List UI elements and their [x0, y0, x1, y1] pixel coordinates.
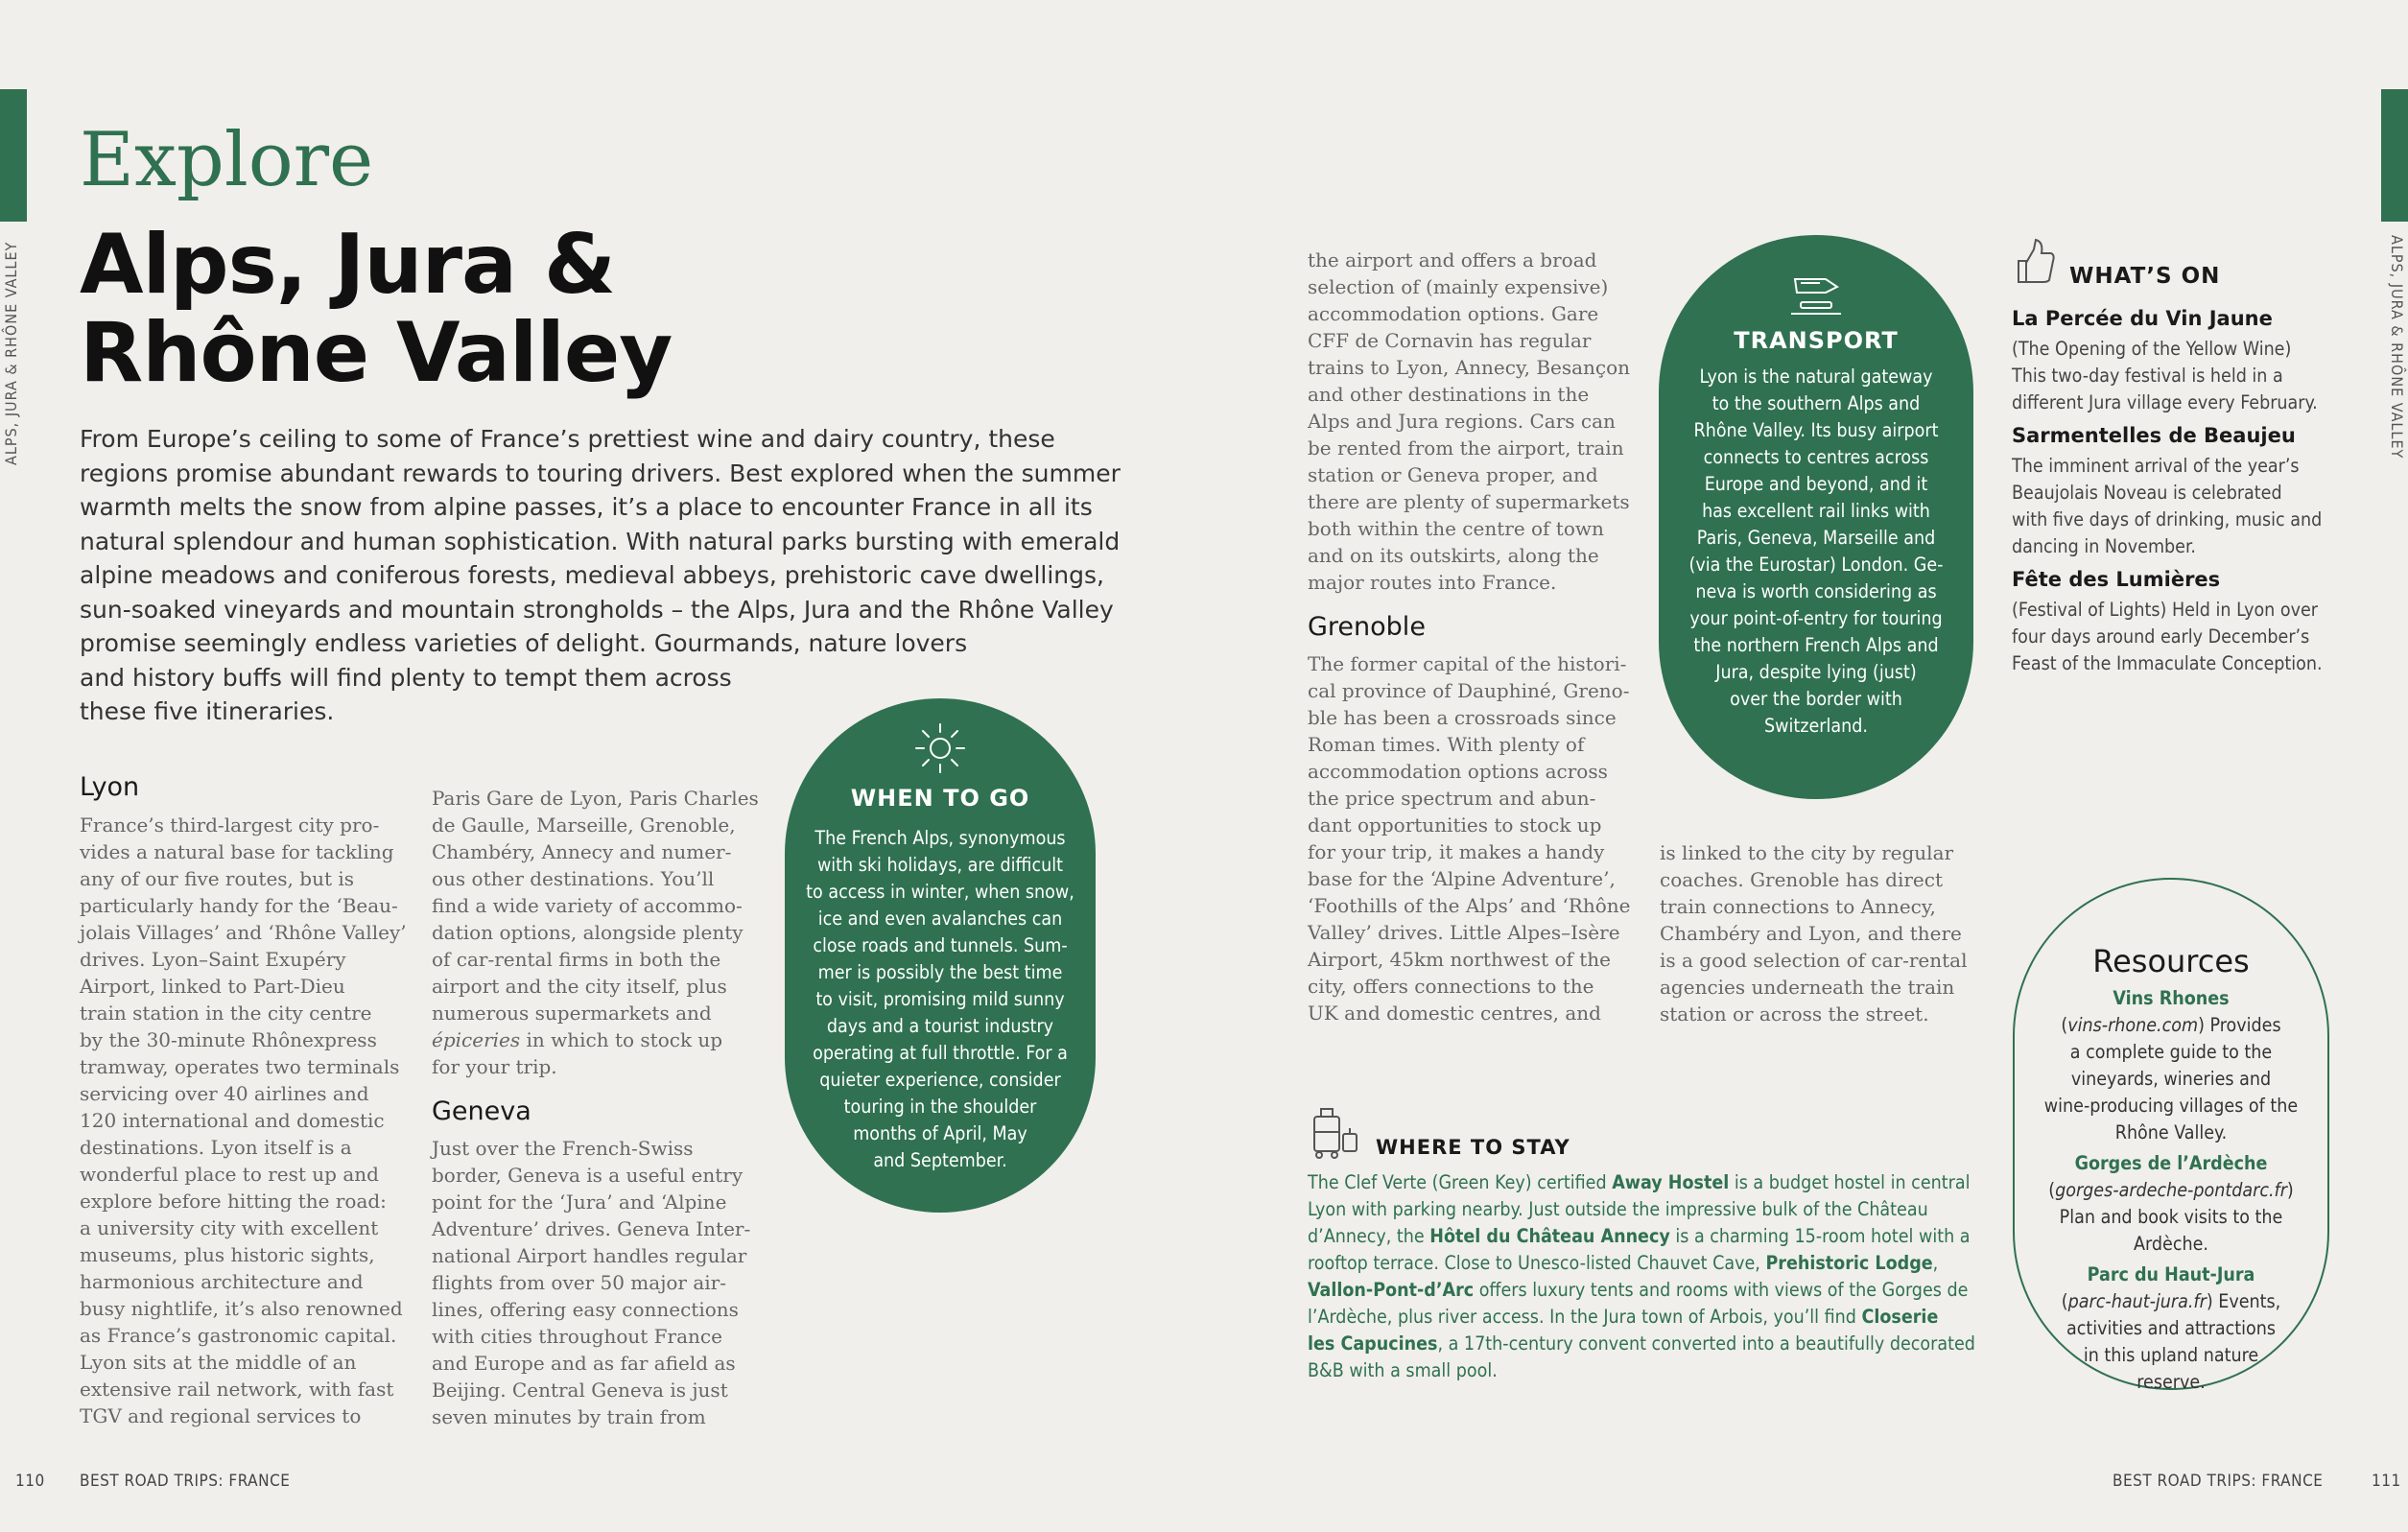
body-line: ble has been a crossroads since — [1308, 706, 1617, 729]
grenoble-body — [1308, 650, 1639, 1026]
event-line: (Festival of Lights) Held in Lyon over — [2012, 599, 2318, 621]
kicker: Explore — [80, 117, 374, 203]
body-line: tramway, operates two terminals — [80, 1055, 400, 1078]
body-line: Lyon sits at the middle of an — [80, 1351, 357, 1374]
event-line: (The Opening of the Yellow Wine) — [2012, 338, 2292, 360]
body-line: Beijing. Central Geneva is just — [432, 1379, 728, 1402]
body-line: and other destinations in the — [1308, 383, 1590, 406]
event-description — [2012, 336, 2357, 416]
right-section-tab — [2381, 89, 2408, 222]
lyon-body — [80, 812, 406, 1429]
epiceries-line — [432, 1026, 758, 1053]
body-line: connects to centres across — [1703, 446, 1929, 468]
geneva-heading: Geneva — [432, 1096, 531, 1126]
body-line: Adventure’ drives. Geneva Inter- — [432, 1217, 751, 1240]
paren: ) — [2286, 1179, 2294, 1201]
body-line: The former capital of the histori- — [1308, 652, 1627, 675]
body-line: particularly handy for the ‘Beau- — [80, 894, 398, 917]
body-line: and Europe and as far afield as — [432, 1352, 736, 1375]
body-line: 120 international and domestic — [80, 1109, 385, 1132]
body-line: France’s third-largest city pro- — [80, 813, 380, 837]
body-line: touring in the shoulder — [843, 1096, 1037, 1118]
body-line: point for the ‘Jura’ and ‘Alpine — [432, 1190, 727, 1214]
resource-name: Parc du Haut-Jura — [2087, 1263, 2255, 1285]
body-line: mer is possibly the best time — [817, 961, 1063, 983]
stay-text: , — [1932, 1252, 1939, 1274]
col2-body — [432, 785, 758, 1080]
col3-body — [1308, 247, 1639, 596]
resource-url-line — [2015, 1012, 2327, 1039]
body-line: Paris, Geneva, Marseille and — [1696, 527, 1936, 549]
transport-body — [1659, 364, 1973, 740]
stay-line — [1308, 1250, 1998, 1277]
body-line: the northern French Alps and — [1693, 634, 1939, 656]
away-hostel-name: Away Hostel — [1612, 1171, 1730, 1193]
body-line: city, offers connections to the — [1308, 975, 1594, 998]
event-title: La Percée du Vin Jaune — [2012, 307, 2273, 330]
event-title: Fête des Lumières — [2012, 568, 2221, 591]
body-line: UK and domestic centres, and — [1308, 1002, 1601, 1025]
body-line: seven minutes by train from — [432, 1405, 706, 1428]
closerie-name: Closerie — [1861, 1306, 1939, 1328]
stay-line: B&B with a small pool. — [1308, 1359, 1498, 1381]
body-line: dant opportunities to stock up — [1308, 813, 1602, 837]
event-line: four days around early December’s — [2012, 625, 2310, 648]
body-line: be rented from the airport, train — [1308, 436, 1624, 460]
resources-list — [2015, 985, 2327, 1396]
body-line: has excellent rail links with — [1702, 500, 1930, 522]
event-line: dancing in November. — [2012, 535, 2196, 557]
stay-line — [1308, 1169, 1998, 1196]
left-page-number: 110 — [15, 1472, 45, 1491]
body-line: CFF de Cornavin has regular — [1308, 329, 1592, 352]
body-line: to the southern Alps and — [1712, 392, 1921, 414]
lyon-heading: Lyon — [80, 772, 140, 802]
body-line: base for the ‘Alpine Adventure’, — [1308, 867, 1616, 890]
resource-url[interactable]: gorges-ardeche-pontdarc.fr — [2055, 1179, 2287, 1201]
resources-box — [2013, 878, 2329, 1393]
stay-line — [1308, 1277, 1998, 1304]
stay-line — [1308, 1304, 1998, 1331]
when-to-go-box — [785, 698, 1096, 1213]
resources-heading: Resources — [2092, 943, 2250, 979]
grenoble-heading: Grenoble — [1308, 612, 1426, 642]
stay-text: l’Ardèche, plus river access. In the Jura town of Arbois, you’ll find — [1308, 1306, 1862, 1328]
paren: ) — [2206, 1290, 2213, 1312]
body-line: Roman times. With plenty of — [1308, 733, 1585, 756]
sun-icon — [785, 721, 1096, 779]
resource-url-line — [2015, 1288, 2327, 1315]
geneva-body — [432, 1135, 758, 1430]
body-line: explore before hitting the road: — [80, 1190, 387, 1213]
hotel-chateau-annecy-name: Hôtel du Château Annecy — [1429, 1225, 1670, 1247]
resource-line: in this upland nature — [2083, 1344, 2259, 1366]
body-line: find a wide variety of accommo- — [432, 894, 743, 917]
page-title — [80, 217, 673, 401]
col4-body — [1660, 839, 1991, 1027]
luggage-icon — [1310, 1103, 1360, 1163]
intro-line: natural splendour and human sophistication. With natural parks bursting with emerald — [80, 527, 1121, 555]
intro-line: promise seemingly endless varieties of delight. Gourmands, nature lovers — [80, 629, 968, 657]
stay-line — [1308, 1223, 1998, 1250]
body-line: Alps and Jura regions. Cars can — [1308, 410, 1616, 433]
epiceries-word: épiceries — [432, 1028, 521, 1051]
intro-paragraph — [80, 422, 1121, 729]
event-line: different Jura village every February. — [2012, 391, 2318, 413]
where-to-stay-body — [1308, 1169, 1998, 1384]
body-line: and on its outskirts, along the — [1308, 544, 1599, 567]
epiceries-rest: in which to stock up — [520, 1028, 723, 1051]
body-line: your point-of-entry for touring — [1689, 607, 1943, 629]
event-description — [2012, 453, 2357, 560]
resource-line: activities and attractions — [2066, 1317, 2277, 1339]
body-line: Paris Gare de Lyon, Paris Charles — [432, 787, 759, 810]
resource-text: Events, — [2212, 1290, 2281, 1312]
transport-box — [1659, 235, 1973, 799]
intro-line: these five itineraries. — [80, 697, 335, 725]
train-icon — [1659, 273, 1973, 321]
event-description — [2012, 597, 2357, 677]
resource-line: Ardèche. — [2134, 1233, 2208, 1255]
title-line: Alps, Jura & — [80, 217, 616, 313]
body-line: is linked to the city by regular — [1660, 841, 1954, 864]
body-line: (via the Eurostar) London. Ge- — [1688, 554, 1944, 576]
event-line: with five days of drinking, music and — [2012, 508, 2323, 530]
stay-text: is a charming 15-room hotel with a — [1669, 1225, 1971, 1247]
where-to-stay-heading: WHERE TO STAY — [1376, 1136, 1570, 1159]
body-line: jolais Villages’ and ‘Rhône Valley’ — [80, 921, 407, 944]
paren: ( — [2061, 1014, 2068, 1036]
body-line: Rhône Valley. Its busy airport — [1693, 419, 1939, 441]
body-line: Chambéry and Lyon, and there — [1660, 922, 1962, 945]
event-line: Beaujolais Noveau is celebrated — [2012, 482, 2282, 504]
resource-url[interactable]: vins-rhone.com — [2067, 1014, 2199, 1036]
resource-line: Rhône Valley. — [2114, 1121, 2228, 1143]
body-line: harmonious architecture and — [80, 1270, 364, 1293]
body-line: ‘Foothills of the Alps’ and ‘Rhône — [1308, 894, 1631, 917]
resource-url[interactable]: parc-haut-jura.fr — [2067, 1290, 2207, 1312]
body-line: dation options, alongside plenty — [432, 921, 744, 944]
intro-line: regions promise abundant rewards to touring drivers. Best explored when the summer — [80, 459, 1121, 487]
body-line: for your trip. — [432, 1055, 557, 1078]
body-line: extensive rail network, with fast — [80, 1378, 394, 1401]
body-line: a university city with excellent — [80, 1216, 379, 1239]
body-line: operating at full throttle. For a — [813, 1042, 1068, 1064]
body-line: Chambéry, Annecy and numer- — [432, 840, 732, 863]
body-line: both within the centre of town — [1308, 517, 1604, 540]
transport-heading: TRANSPORT — [1734, 327, 1899, 354]
body-line: with cities throughout France — [432, 1325, 722, 1348]
stay-text: offers luxury tents and rooms with views of the Gorges de — [1474, 1279, 1969, 1301]
when-to-go-heading: WHEN TO GO — [850, 785, 1030, 812]
thumbs-up-icon — [2015, 238, 2055, 290]
stay-text: The Clef Verte (Green Key) certified — [1308, 1171, 1613, 1193]
body-line: to access in winter, when snow, — [806, 881, 1074, 903]
left-footer-title: BEST ROAD TRIPS: FRANCE — [80, 1472, 291, 1491]
left-section-tab — [0, 89, 27, 222]
body-line: close roads and tunnels. Sum- — [813, 934, 1068, 956]
right-running-head: ALPS, JURA & RHÔNE VALLEY — [2388, 235, 2406, 460]
intro-line: alpine meadows and coniferous forests, medieval abbeys, prehistoric cave dwellings, — [80, 561, 1104, 589]
body-line: coaches. Grenoble has direct — [1660, 868, 1944, 891]
body-line: vides a natural base for tackling — [80, 840, 394, 863]
body-line: for your trip, it makes a handy — [1308, 840, 1605, 863]
body-line: train connections to Annecy, — [1660, 895, 1936, 918]
body-line: with ski holidays, are difficult — [816, 854, 1064, 876]
intro-line: warmth melts the snow from alpine passes, it’s a place to encounter France in all its — [80, 493, 1093, 521]
paren: ( — [2048, 1179, 2056, 1201]
resource-line: wine-producing villages of the — [2043, 1095, 2299, 1117]
right-page-number: 111 — [2372, 1472, 2401, 1491]
body-line: wonderful place to rest up and — [80, 1163, 379, 1186]
body-line: Valley’ drives. Little Alpes–Isère — [1308, 921, 1620, 944]
body-line: de Gaulle, Marseille, Grenoble, — [432, 813, 736, 837]
body-line: by the 30-minute Rhônexpress — [80, 1028, 377, 1051]
prehistoric-lodge-name: Prehistoric Lodge — [1765, 1252, 1933, 1274]
body-line: ous other destinations. You’ll — [432, 867, 715, 890]
body-line: The French Alps, synonymous — [814, 827, 1066, 849]
left-running-head: ALPS, JURA & RHÔNE VALLEY — [2, 241, 20, 465]
capucines-name: les Capucines — [1308, 1332, 1438, 1355]
resource-name: Vins Rhones — [2113, 987, 2230, 1009]
body-line: there are plenty of supermarkets — [1308, 490, 1630, 513]
body-line: servicing over 40 airlines and — [80, 1082, 369, 1105]
intro-line: and history buffs will find plenty to tempt them across — [80, 663, 732, 692]
right-footer-title: BEST ROAD TRIPS: FRANCE — [2113, 1472, 2324, 1491]
body-line: of car-rental firms in both the — [432, 948, 721, 971]
body-line: lines, offering easy connections — [432, 1298, 739, 1321]
title-line: Rhône Valley — [80, 305, 673, 401]
resource-name: Gorges de l’Ardèche — [2074, 1152, 2268, 1174]
stay-text: , a 17th-century convent converted into a beautifully decorated — [1437, 1332, 1975, 1355]
stay-line: Lyon with parking nearby. Just outside the impressive bulk of the Château — [1308, 1198, 1928, 1220]
resource-line: vineyards, wineries and — [2070, 1068, 2272, 1090]
body-line: flights from over 50 major air- — [432, 1271, 726, 1294]
body-line: Airport, 45km northwest of the — [1308, 948, 1612, 971]
body-line: to visit, promising mild sunny — [815, 988, 1065, 1010]
body-line: station or across the street. — [1660, 1002, 1929, 1025]
body-line: airport and the city itself, plus — [432, 975, 727, 998]
paren: ) — [2198, 1014, 2205, 1036]
resource-url-line — [2015, 1177, 2327, 1204]
stay-line — [1308, 1331, 1998, 1357]
whats-on-list — [2012, 307, 2357, 677]
body-line: is a good selection of car-rental — [1660, 949, 1968, 972]
event-line: This two-day festival is held in a — [2012, 365, 2283, 387]
resource-text: Provides — [2204, 1014, 2281, 1036]
body-line: trains to Lyon, Annecy, Besançon — [1308, 356, 1631, 379]
body-line: months of April, May — [853, 1122, 1027, 1144]
whats-on-heading: WHAT’S ON — [2069, 264, 2221, 289]
body-line: quieter experience, consider — [819, 1069, 1061, 1091]
body-line: Just over the French-Swiss — [432, 1137, 694, 1160]
body-line: as France’s gastronomic capital. — [80, 1324, 397, 1347]
body-line: Europe and beyond, and it — [1704, 473, 1928, 495]
event-line: Feast of the Immaculate Conception. — [2012, 652, 2323, 674]
resource-line: Plan and book visits to the — [2059, 1206, 2283, 1228]
body-line: national Airport handles regular — [432, 1244, 747, 1267]
body-line: museums, plus historic sights, — [80, 1243, 375, 1266]
stay-text: rooftop terrace. Close to Unesco-listed Chauvet Cave, — [1308, 1252, 1766, 1274]
stay-text: d’Annecy, the — [1308, 1225, 1430, 1247]
paren: ( — [2061, 1290, 2068, 1312]
body-line: agencies underneath the train — [1660, 976, 1955, 999]
stay-text: is a budget hostel in central — [1729, 1171, 1971, 1193]
body-line: busy nightlife, it’s also renowned — [80, 1297, 403, 1320]
body-line: Jura, despite lying (just) — [1715, 661, 1917, 683]
body-line: Switzerland. — [1764, 715, 1868, 737]
resource-line: a complete guide to the — [2069, 1041, 2273, 1063]
body-line: the price spectrum and abun- — [1308, 787, 1596, 810]
body-line: over the border with — [1730, 688, 1902, 710]
body-line: station or Geneva proper, and — [1308, 463, 1598, 486]
body-line: destinations. Lyon itself is a — [80, 1136, 352, 1159]
body-line: drives. Lyon–Saint Exupéry — [80, 948, 346, 971]
body-line: border, Geneva is a useful entry — [432, 1164, 744, 1187]
body-line: and September. — [873, 1149, 1007, 1171]
body-line: the airport and offers a broad — [1308, 248, 1597, 271]
intro-line: From Europe’s ceiling to some of France’s prettiest wine and dairy country, these — [80, 425, 1055, 453]
body-line: accommodation options across — [1308, 760, 1608, 783]
body-line: neva is worth considering as — [1695, 580, 1937, 602]
body-line: cal province of Dauphiné, Greno- — [1308, 679, 1630, 702]
event-line: The imminent arrival of the year’s — [2012, 455, 2300, 477]
body-line: train station in the city centre — [80, 1002, 372, 1025]
body-line: major routes into France. — [1308, 571, 1557, 594]
body-line: days and a tourist industry — [826, 1015, 1054, 1037]
body-line: TGV and regional services to — [80, 1404, 362, 1427]
when-to-go-body — [785, 825, 1096, 1174]
intro-line: sun-soaked vineyards and mountain strongholds – the Alps, Jura and the Rhône Valley — [80, 595, 1114, 624]
body-line: ice and even avalanches can — [817, 907, 1063, 930]
body-line: Airport, linked to Part-Dieu — [80, 975, 345, 998]
body-line: numerous supermarkets and — [432, 1002, 712, 1025]
vallon-pont-darc-name: Vallon-Pont-d’Arc — [1308, 1279, 1475, 1301]
body-line: any of our five routes, but is — [80, 867, 355, 890]
body-line: Lyon is the natural gateway — [1699, 365, 1933, 388]
body-line: accommodation options. Gare — [1308, 302, 1599, 325]
body-line: selection of (mainly expensive) — [1308, 275, 1609, 298]
event-title: Sarmentelles de Beaujeu — [2012, 424, 2296, 447]
resource-line: reserve. — [2137, 1371, 2206, 1393]
